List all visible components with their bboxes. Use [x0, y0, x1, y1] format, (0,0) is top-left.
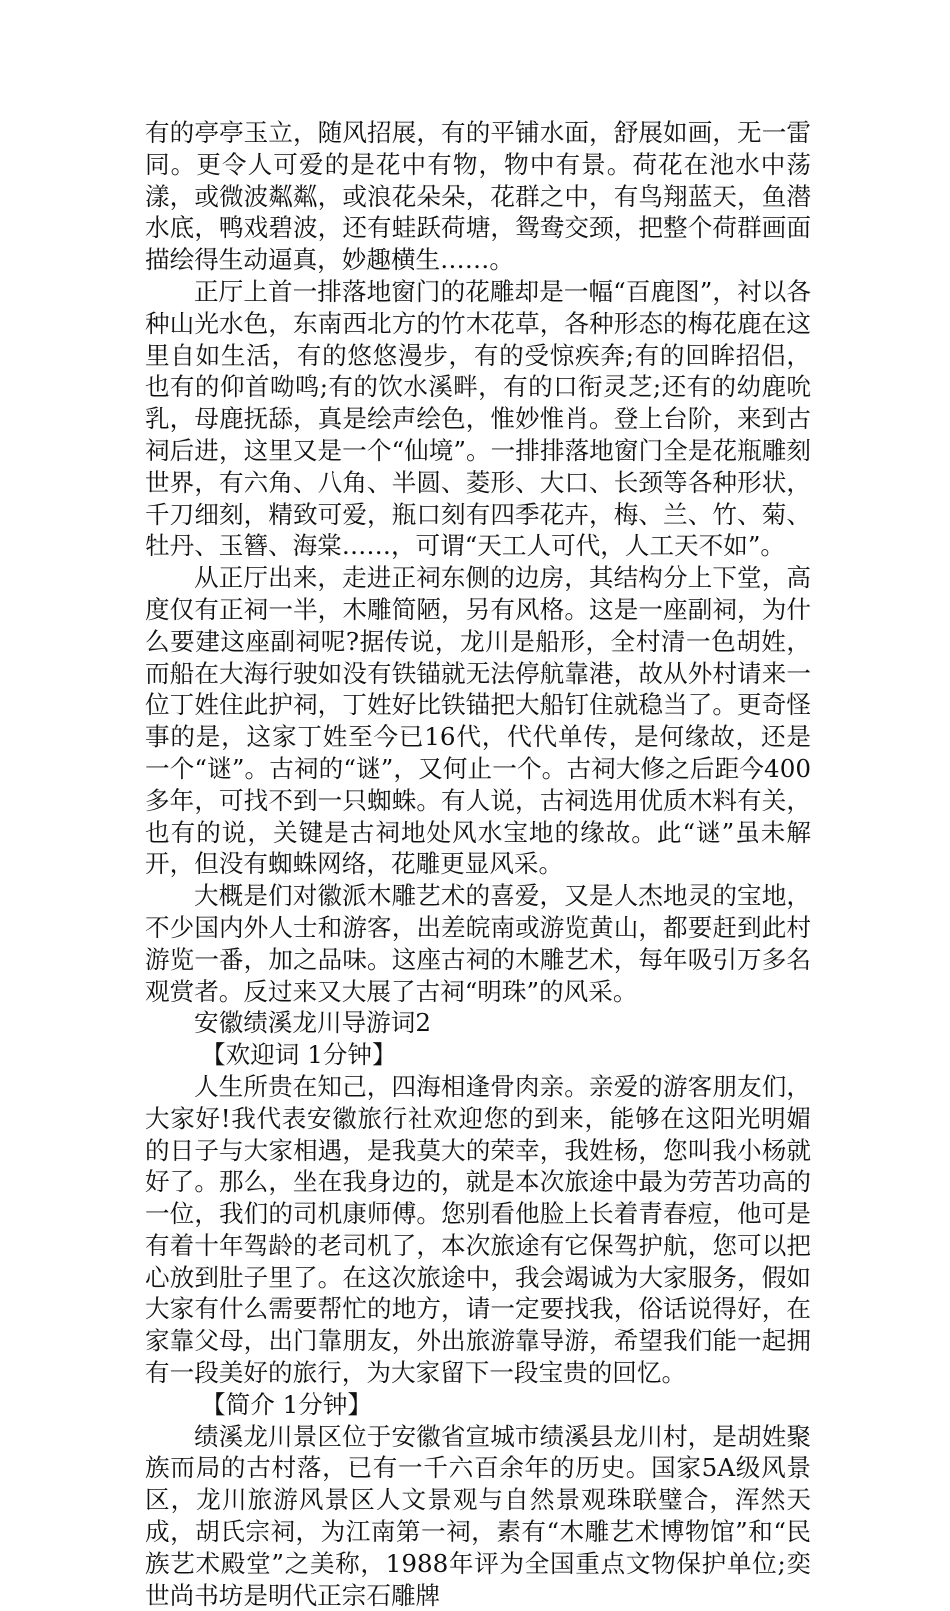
paragraph-visitors: 大概是们对徽派木雕艺术的喜爱，又是人杰地灵的宝地，不少国内外人士和游客，出差皖南或游览黄山，都要赶到此村游览一番，加之品味。这座古祠的木雕艺术，每年吸引万多名观赏者。反过来又大展了古祠“明珠”的风采。	[145, 881, 811, 1006]
paragraph-welcome: 人生所贵在知己，四海相逢骨肉亲。亲爱的游客朋友们，大家好!我代表安徽旅行社欢迎您的到来，能够在这阳光明媚的日子与大家相遇，是我莫大的荣幸，我姓杨，您叫我小杨就好了。那么，坐在我身边的，就是本次旅途中最为劳苦功高的一位，我们的司机康师傅。您别看他脸上长着青春痘，他可是有着十年驾龄的老司机了，本次旅途有它保驾护航，您可以把心放到肚子里了。在这次旅途中，我会竭诚为大家服务，假如大家有什么需要帮忙的地方，请一定要找我，俗话说得好，在家靠父母，出门靠朋友，外出旅游靠导游，希望我们能一起拥有一段美好的旅行，为大家留下一段宝贵的回忆。	[145, 1071, 811, 1388]
paragraph-lotus-carving: 有的亭亭玉立，随风招展，有的平铺水面，舒展如画，无一雷同。更令人可爱的是花中有物，物中有景。荷花在池水中荡漾，或微波粼粼，或浪花朵朵，花群之中，有鸟翔蓝天，鱼潜水底，鸭戏碧波，还有蛙跃荷塘，鸳鸯交颈，把整个荷群画面描绘得生动逼真，妙趣横生……。	[145, 118, 811, 275]
heading-intro: 【简介 1分钟】	[201, 1389, 373, 1419]
paragraph-intro: 绩溪龙川景区位于安徽省宣城市绩溪县龙川村，是胡姓聚族而局的古村落，已有一千六百余年的历史。国家5A级风景区，龙川旅游风景区人文景观与自然景观珠联璧合，浑然天成，胡氏宗祠，为江南第一祠，素有“木雕艺术博物馆”和“民族艺术殿堂”之美称，1988年评为全国重点文物保护单位;奕世尚书坊是明代正宗石雕牌	[145, 1421, 811, 1610]
paragraph-side-hall: 从正厅出来，走进正祠东侧的边房，其结构分上下堂，高度仅有正祠一半，木雕简陋，另有风格。这是一座副祠，为什么要建这座副祠呢?据传说，龙川是船形，全村清一色胡姓，而船在大海行驶如没有铁锚就无法停航靠港，故从外村请来一位丁姓住此护祠，丁姓好比铁锚把大船钉住就稳当了。更奇怪事的是，这家丁姓至今已16代，代代单传，是何缘故，还是一个“谜”。古祠的“谜”，又何止一个。古祠大修之后距今400多年，可找不到一只蜘蛛。有人说，古祠选用优质木料有关，也有的说，关键是古祠地处风水宝地的缘故。此“谜”虽未解开，但没有蜘蛛网络，花雕更显风采。	[145, 563, 811, 879]
paragraph-hundred-deer: 正厅上首一排落地窗门的花雕却是一幅“百鹿图”，衬以各种山光水色，东南西北方的竹木花草，各种形态的梅花鹿在这里自如生活，有的悠悠漫步，有的受惊疾奔;有的回眸招侣，也有的仰首呦鸣;有的饮水溪畔，有的口衔灵芝;还有的幼鹿吮乳，母鹿抚舔，真是绘声绘色，惟妙惟肖。登上台阶，来到古祠后进，这里又是一个“仙境”。一排排落地窗门全是花瓶雕刻世界，有六角、八角、半圆、菱形、大口、长颈等各种形状，千刀细刻，精致可爱，瓶口刻有四季花卉，梅、兰、竹、菊、牡丹、玉簪、海棠……，可谓“天工人可代，人工天不如”。	[145, 276, 811, 561]
section-title: 安徽绩溪龙川导游词2	[194, 1008, 431, 1038]
document-page	[145, 117, 811, 1611]
heading-welcome: 【欢迎词 1分钟】	[201, 1040, 397, 1070]
